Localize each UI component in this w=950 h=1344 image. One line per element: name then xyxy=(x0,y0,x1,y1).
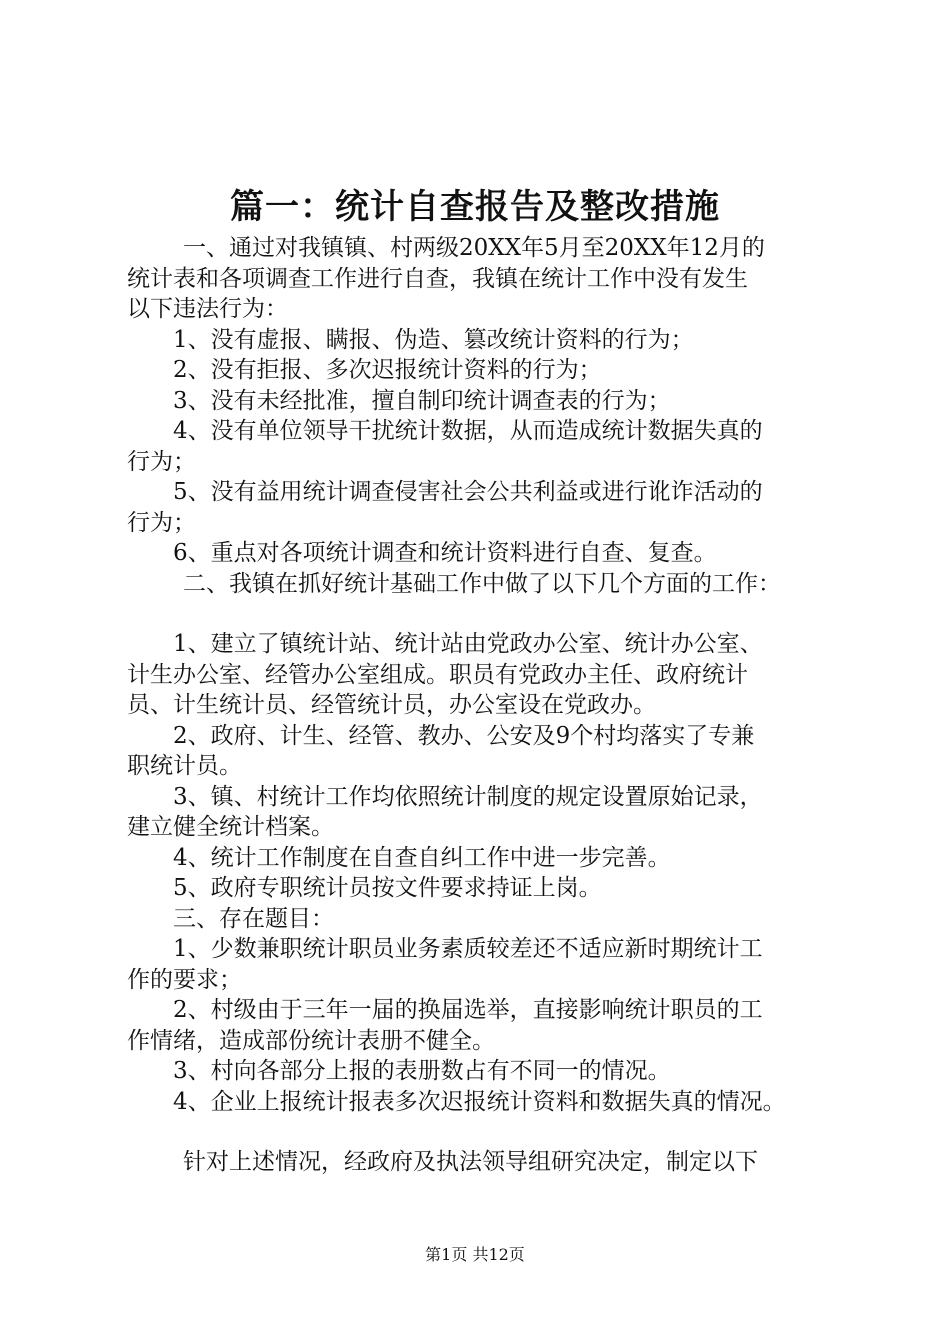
paragraph-14 xyxy=(127,904,833,935)
text-line: 5、没有益用统计调查侵害社会公共利益或进行讹诈活动的 xyxy=(173,479,763,505)
blank-line xyxy=(127,1117,833,1147)
text-line: 2、没有拒报、多次迟报统计资料的行为； xyxy=(173,357,602,383)
text-line: 4、没有单位领导干扰统计数据，从而造成统计数据失真的 xyxy=(173,418,763,444)
text-line: 3、没有未经批准，擅自制印统计调查表的行为； xyxy=(173,387,671,414)
paragraph-1 xyxy=(127,233,833,325)
paragraph-7 xyxy=(127,538,833,569)
text-line: 员、计生统计员、经管统计员，办公室设在党政办。 xyxy=(127,692,656,718)
text-line: 作的要求； xyxy=(127,966,242,993)
text-line: 2、政府、计生、经管、教办、公安及9个村均落实了专兼 xyxy=(173,722,755,749)
paragraph-18 xyxy=(127,1087,833,1118)
paragraph-12 xyxy=(127,843,833,874)
paragraph-16 xyxy=(127,995,833,1056)
paragraph-3 xyxy=(127,355,833,386)
text-line: 2、村级由于三年一届的换届选举，直接影响统计职员的工 xyxy=(173,997,763,1023)
text-line: 1、没有虚报、瞒报、伪造、篡改统计资料的行为； xyxy=(173,326,694,353)
paragraph-5 xyxy=(127,416,833,477)
paragraph-9 xyxy=(127,629,833,721)
paragraph-13 xyxy=(127,873,833,904)
text-line: 行为； xyxy=(127,509,196,536)
text-line: 3、村向各部分上报的表册数占有不同一的情况。 xyxy=(173,1058,671,1084)
text-line: 职统计员。 xyxy=(127,753,242,779)
text-line: 统计表和各项调查工作进行自查，我镇在统计工作中没有发生 xyxy=(127,265,748,292)
document-body xyxy=(127,233,833,1178)
paragraph-17 xyxy=(127,1056,833,1087)
paragraph-4 xyxy=(127,386,833,417)
paragraph-11 xyxy=(127,782,833,843)
paragraph-19 xyxy=(127,1147,833,1178)
text-line: 作情绪，造成部份统计表册不健全。 xyxy=(127,1027,495,1054)
page-title: 篇一：统计自查报告及整改措施 xyxy=(230,187,720,227)
text-line: 1、少数兼职统计职员业务素质较差还不适应新时期统计工 xyxy=(173,936,763,962)
text-line: 一、通过对我镇镇、村两级20XX年5月至20XX年12月的 xyxy=(183,235,765,261)
page-number: 第1页 共12页 xyxy=(425,1245,525,1264)
text-line: 4、统计工作制度在自查自纠工作中进一步完善。 xyxy=(173,844,671,871)
text-line: 以下违法行为： xyxy=(127,296,288,322)
text-line: 5、政府专职统计员按文件要求持证上岗。 xyxy=(173,875,602,901)
text-line: 4、企业上报统计报表多次迟报统计资料和数据失真的情况。 xyxy=(173,1088,786,1115)
paragraph-2 xyxy=(127,325,833,356)
paragraph-10 xyxy=(127,721,833,782)
text-line: 三、存在题目： xyxy=(173,905,334,932)
blank-line xyxy=(127,599,833,629)
text-line: 行为； xyxy=(127,448,196,475)
paragraph-6 xyxy=(127,477,833,538)
text-line: 1、建立了镇统计站、统计站由党政办公室、统计办公室、 xyxy=(173,631,763,657)
text-line: 6、重点对各项统计调查和统计资料进行自查、复查。 xyxy=(173,540,717,566)
paragraph-8 xyxy=(127,569,833,600)
text-line: 针对上述情况，经政府及执法领导组研究决定，制定以下 xyxy=(183,1149,758,1175)
text-line: 计生办公室、经管办公室组成。职员有党政办主任、政府统计 xyxy=(127,661,748,688)
text-line: 二、我镇在抓好统计基础工作中做了以下几个方面的工作： xyxy=(183,570,781,597)
paragraph-15 xyxy=(127,934,833,995)
text-line: 建立健全统计档案。 xyxy=(127,814,334,840)
text-line: 3、镇、村统计工作均依照统计制度的规定设置原始记录， xyxy=(173,783,763,810)
